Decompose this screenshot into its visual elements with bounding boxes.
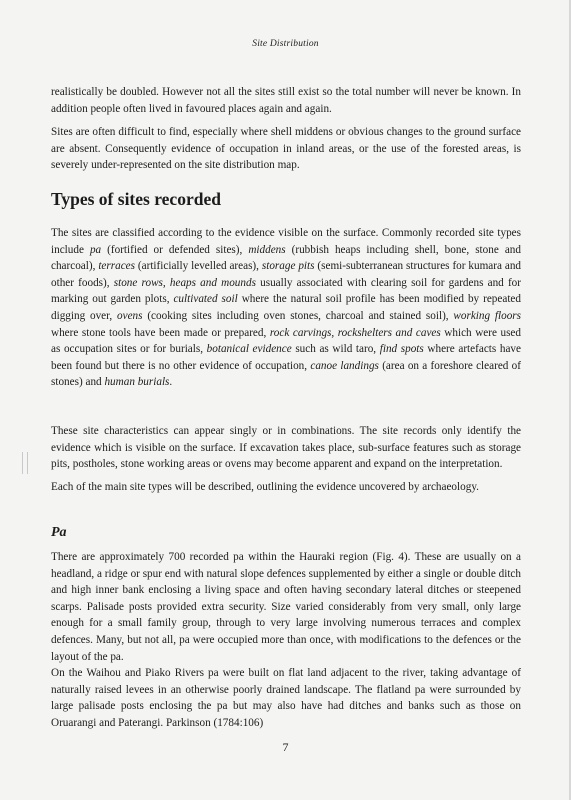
paragraph-pa-description: There are approximately 700 recorded pa within the Hauraki region (Fig. 4). These are usually on a headland, a ridge or spur end with natural slope defences supplemented by either a single or double ditch and high inner bank enclosing a living space and often having secondary lateral ditches or steepened scarps. Palisade posts provided extra security. Size varied considerably from very small, only large enough for a small family group, through to very large involving numerous terraces and complex defences. Many, but not all, pa were occupied more than once, with modifications to the defences or the layout of the pa. [51, 551, 521, 663]
paragraph-main-types: Each of the main site types will be described, outlining the evidence uncovered by archaeology. [51, 481, 479, 493]
paragraph-river-pa: On the Waihou and Piako Rivers pa were built on flat land adjacent to the river, taking advantage of naturally raised levees in an otherwise poorly drained landscape. The flatland pa were surrounded by large palisade posts enclosing the pa but may also have had ditches and banks such as those on Oruarangi and Paterangi. Parkinson (1784:106) [51, 667, 521, 729]
margin-mark [22, 452, 28, 474]
paragraph-site-difficulty: Sites are often difficult to find, especially where shell middens or obvious changes to the ground surface are absent. Consequently evidence of occupation in inland areas, or the use of the forested areas, is severely under-represented on the site distribution map. [51, 126, 521, 172]
subheading-pa: Pa [51, 525, 67, 540]
paragraph-continuation: realistically be doubled. However not all the sites still exist so the total number will never be known. In addition people often lived in favoured places again and again. [51, 86, 521, 115]
section-heading-types: Types of sites recorded [51, 189, 221, 209]
paragraph-site-characteristics: These site characteristics can appear singly or in combinations. The site records only identify the evidence which is visible on the surface. If excavation takes place, sub-surface features such as storage pits, postholes, stone working areas or ovens may become apparent and expand on the interpretation. [51, 425, 521, 471]
paragraph-site-types: The sites are classified according to the evidence visible on the surface. Commonly recorded site types include pa (fortified or defended sites), middens (rubbish heaps including shell, bone, stone and charcoal), terraces (artificially levelled areas), storage pits (semi-subterranean structures for kumara and other foods), stone rows, heaps and mounds usually associated with clearing soil for gardens and for marking out garden plots, cultivated soil where the natural soil profile has been modified by repeated digging over, ovens (cooking sites including oven stones, charcoal and stained soil), working floors where stone tools have been made or prepared, rock carvings, rockshelters and caves which were used as occupation sites or for burials, botanical evidence such as wild taro, find spots where artefacts have been found but there is no other evidence of occupation, canoe landings (area on a foreshore cleared of stones) and human burials. [51, 227, 522, 389]
running-head: Site Distribution [252, 39, 319, 49]
page-number: 7 [282, 740, 289, 754]
